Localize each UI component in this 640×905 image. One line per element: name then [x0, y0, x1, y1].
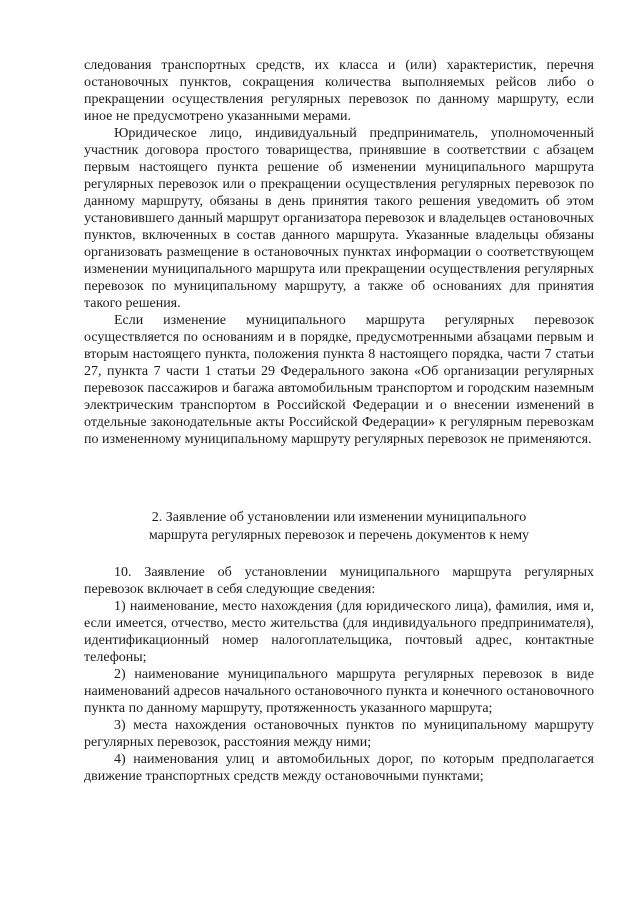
section-heading-line-2: маршрута регулярных перевозок и перечень документов к нему — [148, 528, 530, 543]
paragraph-notification-duty: Юридическое лицо, индивидуальный предприниматель, уполномоченный участник договора простого товарищества, принявшие в соответствии с абзацем первым настоящего пункта решение об изменении муниципального маршрута регулярных перевозок или о прекращении осуществления регулярных перевозок по данному маршруту, обязаны в день принятия такого решения уведомить об этом установившего данный маршрут организатора перевозок и владельцев остановочных пунктов, включенных в состав данного маршрута. Указанные владельцы обязаны организовать размещение в остановочных пунктах информации о соответствующем изменении муниципального маршрута или прекращении осуществления регулярных перевозок по муниципальному маршруту, а также об основаниях для принятия такого решения. — [84, 126, 594, 311]
paragraph-continuation: следования транспортных средств, их класса и (или) характеристик, перечня остановочных пунктов, сокращения количества выполняемых рейсов либо о прекращении осуществления регулярных перевозок по данному маршруту, если иное не предусмотрено указанными мерами. — [84, 58, 594, 124]
top-text-block — [84, 57, 594, 448]
paragraph-item-10: 10. Заявление об установлении муниципального маршрута регулярных перевозок включает в себя следующие сведения: — [84, 565, 594, 597]
list-item-1: 1) наименование, место нахождения (для юридического лица), фамилия, имя и, если имеется, отчество, место жительства (для индивидуального предпринимателя), идентификационный номер налогоплательщика, почтовый адрес, контактные телефоны; — [84, 599, 594, 665]
section-heading-line-1: 2. Заявление об установлении или изменении муниципального — [151, 510, 527, 525]
list-item-2: 2) наименование муниципального маршрута регулярных перевозок в виде наименований адресов начального остановочного пункта и конечного остановочного пункта по данному маршруту, протяженность указанного маршрута; — [84, 667, 594, 716]
paragraph-exceptions: Если изменение муниципального маршрута регулярных перевозок осуществляется по основаниям и в порядке, предусмотренными абзацами первым и вторым настоящего пункта, положения пункта 8 настоящего порядка, части 7 статьи 27, пункта 7 части 1 статьи 29 Федерального закона «Об организации регулярных перевозок пассажиров и багажа автомобильным транспортом и городским наземным электрическим транспортом в Российской Федерации и о внесении изменений в отдельные законодательные акты Российской Федерации» к регулярным перевозкам по измененному муниципальному маршруту регулярных перевозок не применяются. — [84, 313, 594, 447]
bottom-text-block — [84, 564, 594, 785]
list-item-3: 3) места нахождения остановочных пунктов по муниципальному маршруту регулярных перевозок, расстояния между ними; — [84, 718, 594, 750]
list-item-4: 4) наименования улиц и автомобильных дорог, по которым предполагается движение транспортных средств между остановочными пунктами; — [84, 752, 594, 784]
section-heading — [84, 509, 594, 545]
